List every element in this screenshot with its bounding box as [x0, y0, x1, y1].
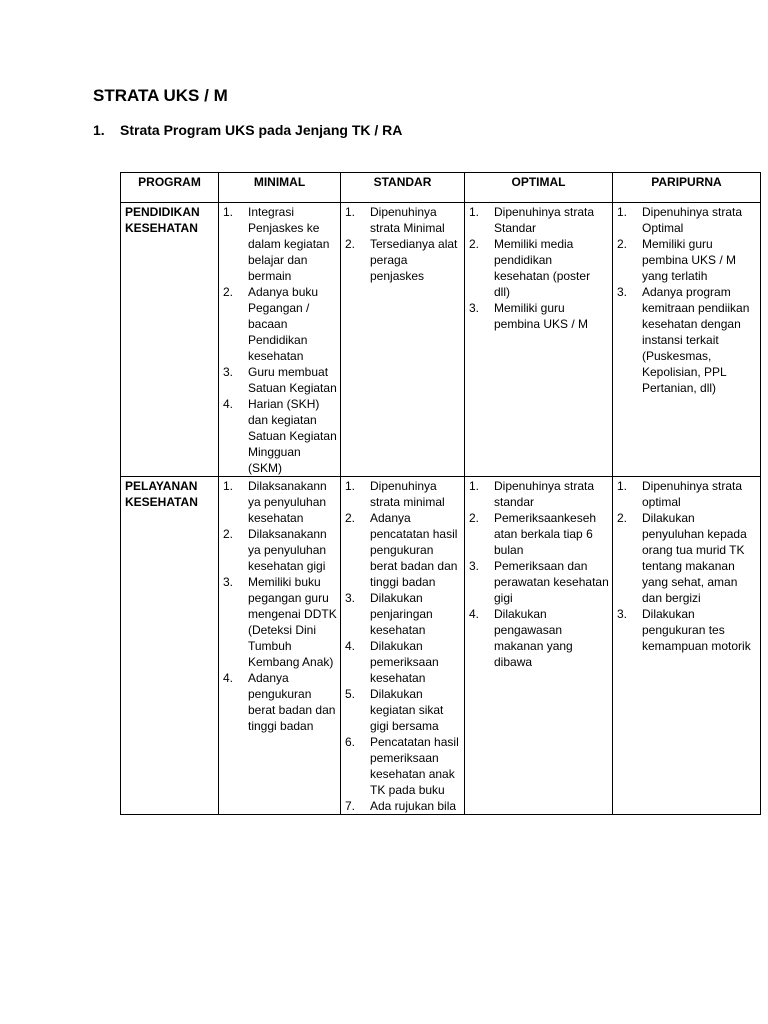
- list-item-number: 1.: [223, 205, 234, 219]
- list-item: [469, 236, 609, 300]
- table-row: [121, 203, 761, 477]
- section-title: Strata Program UKS pada Jenjang TK / RA: [120, 122, 403, 138]
- optimal-list: [469, 478, 609, 670]
- list-item-number: 2.: [345, 511, 356, 525]
- list-item: [469, 558, 609, 606]
- minimal-cell: [219, 477, 341, 815]
- paripurna-list: [617, 478, 757, 654]
- list-item-text: Memiliki buku pegangan guru mengenai DDTK (Deteksi Dini Tumbuh Kembang Anak): [248, 575, 337, 669]
- list-item-number: 1.: [617, 205, 628, 219]
- list-item-text: Dipenuhinya strata Standar: [494, 205, 595, 235]
- list-item: [223, 526, 337, 574]
- optimal-cell: [465, 203, 613, 477]
- list-item-number: 4.: [469, 607, 480, 621]
- list-item-text: Memiliki guru pembina UKS / M: [494, 301, 589, 331]
- list-item-number: 4.: [223, 397, 234, 411]
- header-minimal: MINIMAL: [219, 173, 341, 203]
- list-item-number: 2.: [345, 237, 356, 251]
- list-item: [617, 284, 757, 396]
- list-item-number: 3.: [345, 591, 356, 605]
- list-item-number: 3.: [617, 607, 628, 621]
- list-item-text: Adanya program kemitraan pendiikan kesehatan dengan instansi terkait (Puskesmas, Kepolisian, PPL Pertanian, dll): [642, 285, 750, 395]
- standar-cell: [341, 477, 465, 815]
- minimal-list: [223, 478, 337, 734]
- list-item: [223, 396, 337, 476]
- list-item: [345, 204, 461, 236]
- list-item-number: 6.: [345, 735, 356, 749]
- list-item-number: 3.: [617, 285, 628, 299]
- list-item-text: Dilakukan penyuluhan kepada orang tua murid TK tentang makanan yang sehat, aman dan bergizi: [642, 511, 747, 605]
- list-item: [223, 204, 337, 284]
- list-item-number: 3.: [223, 575, 234, 589]
- list-item: [345, 510, 461, 590]
- list-item-number: 1.: [469, 205, 480, 219]
- minimal-cell: [219, 203, 341, 477]
- list-item: [469, 606, 609, 670]
- list-item: [617, 478, 757, 510]
- list-item: [345, 478, 461, 510]
- list-item-text: Dilaksanakann ya penyuluhan kesehatan gigi: [248, 527, 327, 573]
- list-item-number: 2.: [223, 527, 234, 541]
- list-item-text: Dilakukan pengukuran tes kemampuan motorik: [642, 607, 751, 653]
- section-number: 1.: [93, 122, 105, 138]
- table-header-row: [121, 173, 761, 203]
- list-item-number: 5.: [345, 687, 356, 701]
- paripurna-cell: [613, 203, 761, 477]
- standar-list: [345, 204, 461, 284]
- list-item-number: 4.: [345, 639, 356, 653]
- list-item: [469, 478, 609, 510]
- list-item-text: Dilakukan kegiatan sikat gigi bersama: [370, 687, 444, 733]
- list-item-text: Memiliki guru pembina UKS / M yang terlatih: [642, 237, 737, 283]
- list-item-text: Adanya pengukuran berat badan dan tinggi badan: [248, 671, 336, 733]
- header-paripurna: PARIPURNA: [613, 173, 761, 203]
- list-item: [223, 574, 337, 670]
- list-item-text: Dipenuhinya strata optimal: [642, 479, 743, 509]
- list-item-number: 2.: [617, 237, 628, 251]
- list-item: [469, 510, 609, 558]
- list-item: [223, 670, 337, 734]
- list-item-number: 1.: [223, 479, 234, 493]
- list-item-text: Dipenuhinya strata Minimal: [370, 205, 445, 235]
- list-item-number: 1.: [345, 205, 356, 219]
- paripurna-list: [617, 204, 757, 396]
- list-item-text: Tersedianya alat peraga penjaskes: [370, 237, 458, 283]
- list-item-number: 1.: [345, 479, 356, 493]
- list-item-text: Harian (SKH) dan kegiatan Satuan Kegiatan Mingguan (SKM): [248, 397, 337, 475]
- header-optimal: OPTIMAL: [465, 173, 613, 203]
- list-item: [469, 204, 609, 236]
- program-name-cell: PELAYANAN KESEHATAN: [121, 477, 219, 815]
- list-item: [617, 606, 757, 654]
- list-item-text: Pemeriksaankeseh atan berkala tiap 6 bulan: [494, 511, 597, 557]
- list-item-text: Dilakukan pengawasan makanan yang dibawa: [494, 607, 573, 669]
- list-item-text: Dilakukan penjaringan kesehatan: [370, 591, 433, 637]
- list-item-text: Adanya pencatatan hasil pengukuran berat badan dan tinggi badan: [370, 511, 458, 589]
- optimal-cell: [465, 477, 613, 815]
- list-item-text: Adanya buku Pegangan / bacaan Pendidikan kesehatan: [248, 285, 319, 363]
- list-item: [345, 638, 461, 686]
- strata-table: [120, 172, 761, 815]
- list-item-number: 3.: [469, 559, 480, 573]
- list-item-text: Guru membuat Satuan Kegiatan: [248, 365, 337, 395]
- list-item-number: 2.: [617, 511, 628, 525]
- program-name-cell: PENDIDIKAN KESEHATAN: [121, 203, 219, 477]
- list-item: [345, 734, 461, 798]
- list-item: [617, 204, 757, 236]
- document-title: STRATA UKS / M: [93, 86, 228, 105]
- section-heading: [93, 122, 402, 138]
- list-item-text: Ada rujukan bila: [370, 799, 457, 813]
- list-item-text: Integrasi Penjaskes ke dalam kegiatan belajar dan bermain: [248, 205, 330, 283]
- list-item-number: 3.: [469, 301, 480, 315]
- list-item-number: 2.: [223, 285, 234, 299]
- list-item: [223, 364, 337, 396]
- header-standar: STANDAR: [341, 173, 465, 203]
- minimal-list: [223, 204, 337, 476]
- list-item-number: 1.: [617, 479, 628, 493]
- optimal-list: [469, 204, 609, 332]
- list-item-number: 2.: [469, 237, 480, 251]
- list-item-text: Pencatatan hasil pemeriksaan kesehatan anak TK pada buku: [370, 735, 459, 797]
- list-item-text: Dilakukan pemeriksaan kesehatan: [370, 639, 439, 685]
- paripurna-cell: [613, 477, 761, 815]
- list-item-number: 1.: [469, 479, 480, 493]
- list-item: [223, 478, 337, 526]
- header-program: PROGRAM: [121, 173, 219, 203]
- list-item: [345, 236, 461, 284]
- list-item-number: 7.: [345, 799, 356, 813]
- list-item: [617, 236, 757, 284]
- standar-cell: [341, 203, 465, 477]
- list-item-text: Dipenuhinya strata minimal: [370, 479, 445, 509]
- list-item-text: Dipenuhinya strata Optimal: [642, 205, 743, 235]
- list-item: [223, 284, 337, 364]
- list-item-number: 2.: [469, 511, 480, 525]
- table-row: [121, 477, 761, 815]
- list-item: [345, 798, 461, 814]
- list-item-text: Pemeriksaan dan perawatan kesehatan gigi: [494, 559, 609, 605]
- list-item-number: 4.: [223, 671, 234, 685]
- list-item: [617, 510, 757, 606]
- list-item: [345, 590, 461, 638]
- list-item-text: Dipenuhinya strata standar: [494, 479, 595, 509]
- list-item-text: Dilaksanakann ya penyuluhan kesehatan: [248, 479, 327, 525]
- standar-list: [345, 478, 461, 814]
- list-item-number: 3.: [223, 365, 234, 379]
- list-item-text: Memiliki media pendidikan kesehatan (poster dll): [494, 237, 591, 299]
- list-item: [345, 686, 461, 734]
- list-item: [469, 300, 609, 332]
